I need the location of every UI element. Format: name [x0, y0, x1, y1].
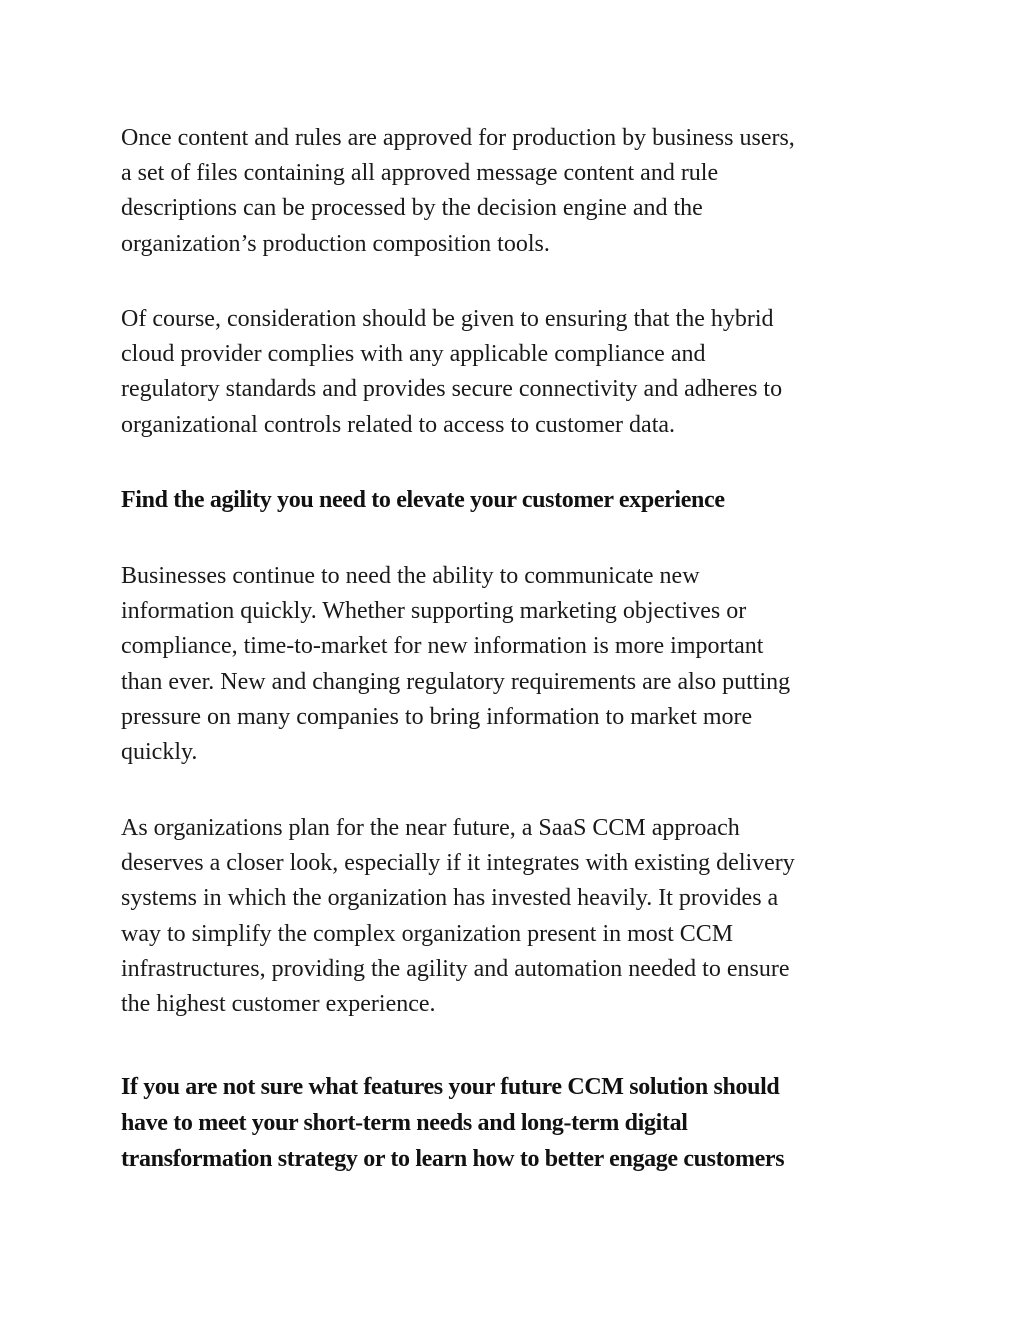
heading-line: If you are not sure what features your future CCM solution should: [121, 1074, 780, 1100]
text-line: than ever. New and changing regulatory requirements are also putting: [121, 668, 791, 695]
text-line: compliance, time-to-market for new information is more important: [121, 633, 764, 660]
text-line: a set of files containing all approved message content and rule: [121, 160, 719, 187]
text-line: quickly.: [121, 739, 198, 766]
text-line: organization’s production composition tools.: [121, 230, 550, 257]
text-line: Of course, consideration should be given to ensuring that the hybrid: [121, 306, 774, 332]
heading-line: have to meet your short-term needs and long-term digital: [121, 1110, 688, 1136]
text-line: information quickly. Whether supporting marketing objectives or: [121, 598, 747, 625]
text-line: regulatory standards and provides secure connectivity and adheres to: [121, 376, 783, 403]
text-line: organizational controls related to access to customer data.: [121, 411, 676, 438]
text-line: systems in which the organization has invested heavily. It provides a: [121, 885, 779, 912]
heading-line: transformation strategy or to learn how to better engage customers: [121, 1146, 785, 1172]
text-line: way to simplify the complex organization present in most CCM: [121, 920, 734, 947]
text-line: cloud provider complies with any applicable compliance and: [121, 341, 706, 368]
text-line: As organizations plan for the near future, a SaaS CCM approach: [121, 815, 740, 841]
paragraph-hybrid-cloud-compliance: [121, 302, 921, 443]
section-heading-ccm-solution: [121, 1069, 921, 1177]
paragraph-time-to-market: [121, 559, 921, 770]
text-line: pressure on many companies to bring information to market more: [121, 703, 753, 730]
section-heading-agility: Find the agility you need to elevate your customer experience: [121, 487, 725, 513]
text-line: Once content and rules are approved for production by business users,: [121, 125, 795, 151]
text-line: the highest customer experience.: [121, 991, 436, 1018]
text-line: Businesses continue to need the ability to communicate new: [121, 563, 700, 589]
text-line: descriptions can be processed by the decision engine and the: [121, 195, 703, 222]
text-line: deserves a closer look, especially if it integrates with existing delivery: [121, 850, 795, 877]
text-line: infrastructures, providing the agility and automation needed to ensure: [121, 955, 790, 982]
paragraph-production-approval: [121, 121, 921, 262]
paragraph-saas-ccm-approach: [121, 811, 921, 1022]
